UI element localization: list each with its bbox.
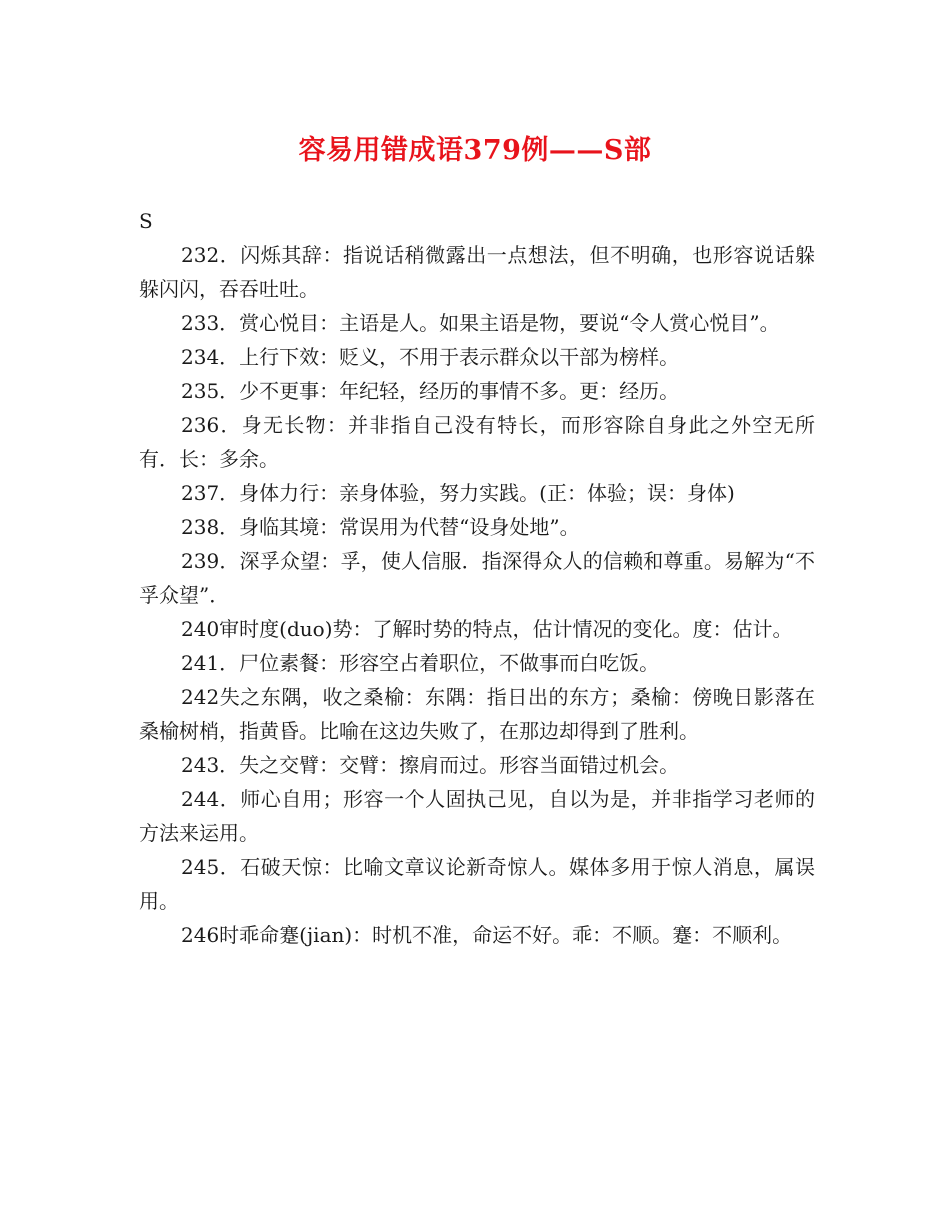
page-title: 容易用错成语379例——S部 bbox=[298, 135, 652, 166]
idiom-entry-239: 239．深孚众望：孚，使人信服．指深得众人的信赖和尊重。易解为“不孚众望”． bbox=[139, 549, 815, 607]
idiom-entry-241: 241．尸位素餐：形容空占着职位，不做事而白吃饭。 bbox=[181, 651, 660, 675]
idiom-entry-243: 243．失之交臂：交臂：擦肩而过。形容当面错过机会。 bbox=[181, 753, 680, 777]
document-body bbox=[139, 204, 815, 952]
idiom-entry-246: 246时乖命蹇(jian)：时机不准，命运不好。乖：不顺。蹇：不顺利。 bbox=[181, 923, 793, 947]
idiom-entry-237: 237．身体力行：亲身体验，努力实践。(正：体验；误：身体) bbox=[181, 481, 735, 505]
idiom-entry-236: 236．身无长物：并非指自己没有特长，而形容除自身此之外空无所有．长：多余。 bbox=[139, 413, 815, 471]
section-letter: S bbox=[139, 209, 153, 233]
idiom-entry-244: 244．师心自用；形容一个人固执己见，自以为是，并非指学习老师的方法来运用。 bbox=[139, 787, 815, 845]
idiom-entry-238: 238．身临其境：常误用为代替“设身处地”。 bbox=[181, 515, 580, 539]
idiom-entry-245: 245．石破天惊：比喻文章议论新奇惊人。媒体多用于惊人消息，属误用。 bbox=[139, 855, 815, 913]
idiom-entry-240: 240审时度(duo)势：了解时势的特点，估计情况的变化。度：估计。 bbox=[181, 617, 793, 641]
idiom-entry-242: 242失之东隅，收之桑榆：东隅：指日出的东方；桑榆：傍晚日影落在桑榆树梢，指黄昏。比喻在这边失败了，在那边却得到了胜利。 bbox=[139, 685, 815, 743]
idiom-entry-232: 232．闪烁其辞：指说话稍微露出一点想法，但不明确，也形容说话躲躲闪闪，吞吞吐吐。 bbox=[139, 243, 815, 301]
idiom-entry-233: 233．赏心悦目：主语是人。如果主语是物，要说“令人赏心悦目”。 bbox=[181, 311, 780, 335]
idiom-entry-234: 234．上行下效：贬义，不用于表示群众以干部为榜样。 bbox=[181, 345, 680, 369]
idiom-entry-235: 235．少不更事：年纪轻，经历的事情不多。更：经历。 bbox=[181, 379, 680, 403]
